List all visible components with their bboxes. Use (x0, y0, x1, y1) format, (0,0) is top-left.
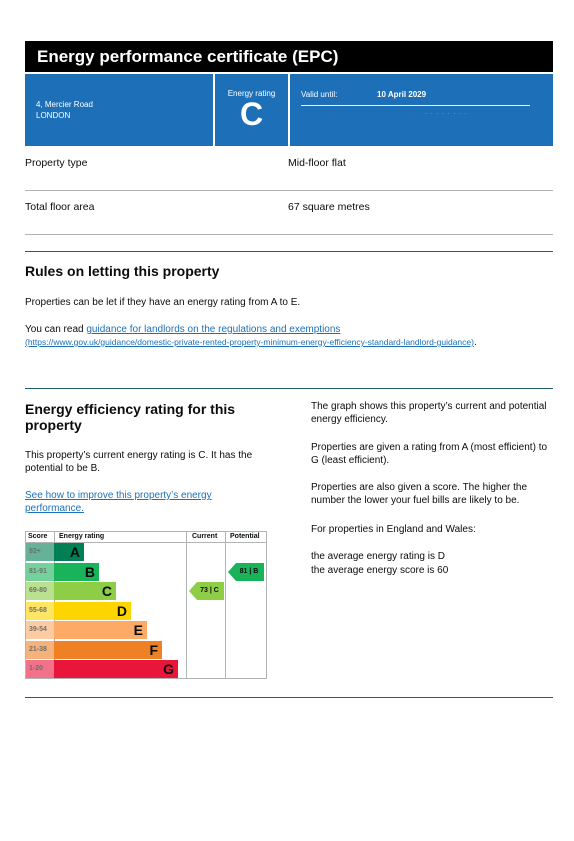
floor-area-label: Total floor area (25, 201, 95, 213)
band-bar-a: A (54, 543, 84, 561)
band-bar-b: B (54, 563, 99, 581)
guidance-prefix: You can read (25, 324, 87, 335)
address-line-1: 4, Mercier Road (36, 100, 93, 109)
floor-area-value: 67 square metres (288, 201, 370, 213)
section-divider (25, 697, 553, 698)
section-divider (25, 251, 553, 252)
band-score-c: 69-80 (26, 582, 54, 600)
address-block (25, 74, 213, 146)
potential-header: Potential (230, 533, 260, 540)
region-text: For properties in England and Wales: (311, 524, 476, 535)
average-rating-text: the average energy rating is D (311, 551, 445, 562)
score-header: Score (28, 533, 48, 540)
page-title: Energy performance certificate (EPC) (25, 41, 553, 72)
band-bar-d: D (54, 602, 131, 620)
score-explanation: Properties are also given a score. The higher the number the lower your fuel bills are likely to be. (311, 482, 528, 506)
divider (225, 532, 226, 678)
validity-block (290, 74, 553, 146)
divider (186, 532, 187, 678)
guidance-link[interactable]: guidance for landlords on the regulations and exemptions (86, 324, 341, 335)
certificate-number-masked: · · · · · · · · (425, 111, 468, 117)
summary-panel (25, 74, 553, 146)
band-score-a: 92+ (26, 543, 54, 561)
letting-rules-text: Properties can be let if they have an energy rating from A to E. (25, 297, 301, 308)
band-score-f: 21-38 (26, 641, 54, 659)
guidance-suffix: . (473, 337, 477, 348)
potential-rating-marker: 81 | B (228, 563, 264, 581)
band-score-e: 39-54 (26, 621, 54, 639)
current-header: Current (192, 533, 218, 540)
band-bar-e: E (54, 621, 147, 639)
letting-rules-heading: Rules on letting this property (25, 263, 220, 279)
graph-explanation: The graph shows this property’s current and potential energy efficiency. (311, 401, 547, 425)
energy-rating-header: Energy rating (59, 533, 105, 540)
valid-until-label: Valid until: (301, 90, 338, 99)
current-rating-marker: 73 | C (189, 582, 224, 600)
property-type-row (25, 147, 553, 191)
guidance-url-link[interactable]: (https://www.gov.uk/guidance/domestic-private-rented-property-minimum-energy-efficiency-standard-landlord-guidance) (25, 337, 474, 347)
valid-until-date: 10 April 2029 (377, 90, 427, 99)
energy-rating-block (215, 74, 288, 146)
energy-rating-letter: C (239, 96, 264, 132)
property-type-label: Property type (25, 157, 88, 169)
band-bar-c: C (54, 582, 116, 600)
epc-rating-chart (25, 531, 267, 679)
divider (301, 105, 530, 106)
band-bar-g: G (54, 660, 178, 678)
letting-guidance-text (25, 323, 553, 349)
efficiency-heading: Energy efficiency rating for this property (25, 401, 236, 433)
efficiency-summary: This property’s current energy rating is C. It has the potential to be B. (25, 450, 253, 474)
band-score-g: 1-20 (26, 660, 54, 678)
rating-explanation: Properties are given a rating from A (most efficient) to G (least efficient). (311, 442, 548, 466)
band-score-b: 81-91 (26, 563, 54, 581)
floor-area-row (25, 191, 553, 235)
band-score-d: 55-68 (26, 602, 54, 620)
property-type-value: Mid-floor flat (288, 157, 346, 169)
section-divider (25, 388, 553, 389)
energy-rating-label: Energy rating (227, 89, 276, 98)
improve-performance-link[interactable]: See how to improve this property’s energy performance. (25, 490, 212, 514)
average-score-text: the average energy score is 60 (311, 565, 449, 576)
address-line-2: LONDON (36, 111, 71, 120)
band-bar-f: F (54, 641, 162, 659)
